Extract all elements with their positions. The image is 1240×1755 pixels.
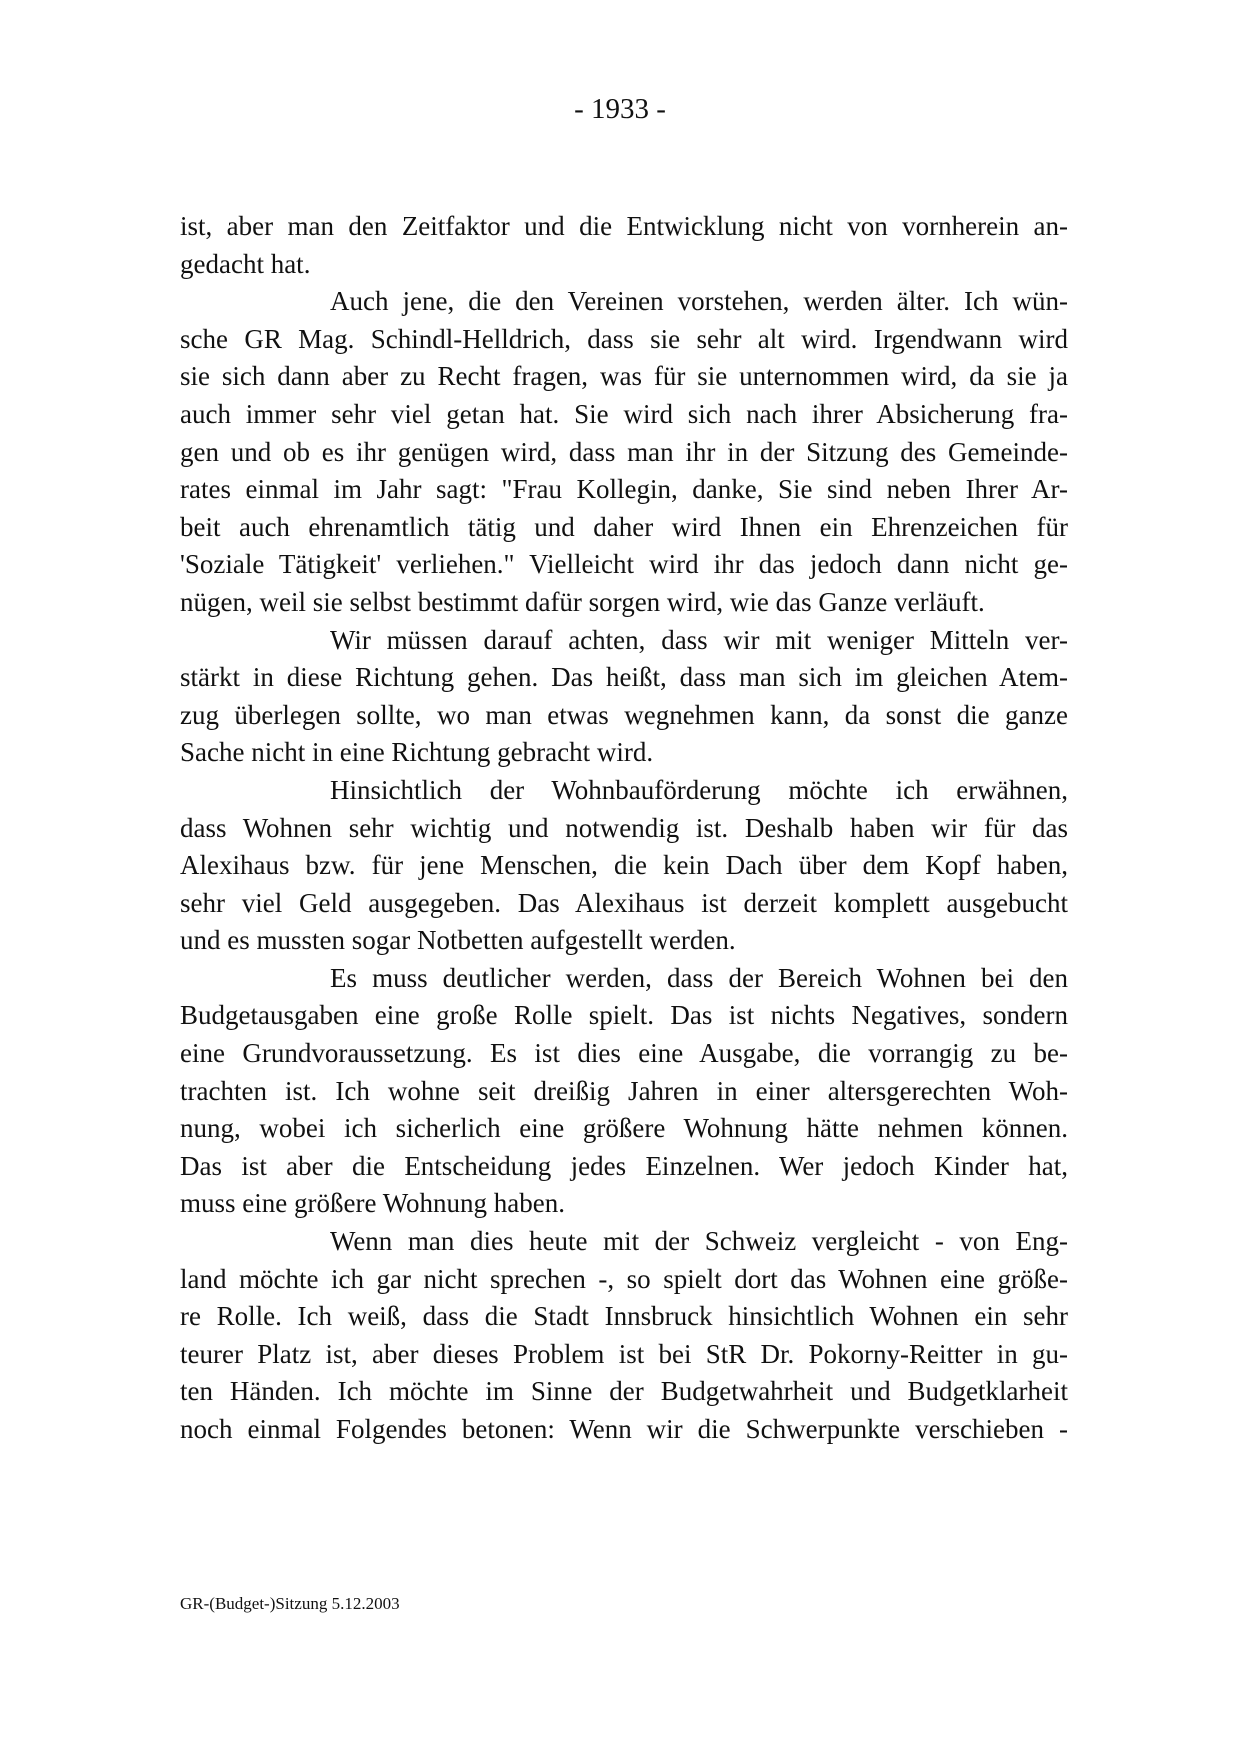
text-line: Das ist aber die Entscheidung jedes Einzelnen. Wer jedoch Kinder hat, — [180, 1150, 1068, 1181]
text-line: sie sich dann aber zu Recht fragen, was für sie unternommen wird, da sie ja — [180, 361, 1068, 392]
text-line: eine Grundvoraussetzung. Es ist dies eine Ausgabe, die vorrangig zu be- — [180, 1038, 1068, 1069]
text-line: Wenn man dies heute mit der Schweiz vergleicht - von Eng- — [330, 1226, 1068, 1257]
text-line: gen und ob es ihr genügen wird, dass man ihr in der Sitzung des Gemeinde- — [180, 436, 1068, 467]
text-line: Alexihaus bzw. für jene Menschen, die kein Dach über dem Kopf haben, — [180, 850, 1068, 881]
text-line: nung, wobei ich sicherlich eine größere Wohnung hätte nehmen können. — [180, 1113, 1068, 1144]
text-line: Hinsichtlich der Wohnbauförderung möchte ich erwähnen, — [330, 774, 1068, 805]
text-line: Budgetausgaben eine große Rolle spielt. Das ist nichts Negatives, sondern — [180, 1000, 1068, 1031]
text-line: muss eine größere Wohnung haben. — [180, 1188, 565, 1219]
page-number: - 1933 - — [574, 93, 666, 125]
text-line: ten Händen. Ich möchte im Sinne der Budgetwahrheit und Budgetklarheit — [180, 1376, 1068, 1407]
text-line: sehr viel Geld ausgegeben. Das Alexihaus ist derzeit komplett ausgebucht — [180, 887, 1068, 918]
text-line: Sache nicht in eine Richtung gebracht wird. — [180, 737, 654, 768]
text-line: trachten ist. Ich wohne seit dreißig Jahren in einer altersgerechten Woh- — [180, 1075, 1068, 1106]
text-line: stärkt in diese Richtung gehen. Das heißt, dass man sich im gleichen Atem- — [180, 662, 1068, 693]
text-line: land möchte ich gar nicht sprechen -, so spielt dort das Wohnen eine größe- — [180, 1263, 1068, 1294]
text-line: und es mussten sogar Notbetten aufgestellt werden. — [180, 925, 736, 956]
text-line: ist, aber man den Zeitfaktor und die Entwicklung nicht von vornherein an- — [180, 211, 1068, 241]
text-line: Es muss deutlicher werden, dass der Bereich Wohnen bei den — [330, 962, 1068, 993]
text-line: re Rolle. Ich weiß, dass die Stadt Innsbruck hinsichtlich Wohnen ein sehr — [180, 1301, 1068, 1332]
text-line: beit auch ehrenamtlich tätig und daher wird Ihnen ein Ehrenzeichen für — [180, 511, 1068, 542]
text-line: gedacht hat. — [180, 248, 311, 279]
text-line: rates einmal im Jahr sagt: "Frau Kollegin, danke, Sie sind neben Ihrer Ar- — [180, 474, 1068, 505]
text-line: Auch jene, die den Vereinen vorstehen, werden älter. Ich wün- — [330, 286, 1068, 317]
text-line: sche GR Mag. Schindl-Helldrich, dass sie sehr alt wird. Irgendwann wird — [180, 323, 1068, 354]
text-line: Wir müssen darauf achten, dass wir mit weniger Mitteln ver- — [330, 624, 1068, 655]
text-line: dass Wohnen sehr wichtig und notwendig ist. Deshalb haben wir für das — [180, 812, 1068, 843]
text-line: zug überlegen sollte, wo man etwas wegnehmen kann, da sonst die ganze — [180, 699, 1068, 730]
text-line: auch immer sehr viel getan hat. Sie wird sich nach ihrer Absicherung fra- — [180, 398, 1068, 429]
text-line: teurer Platz ist, aber dieses Problem ist bei StR Dr. Pokorny-Reitter in gu- — [180, 1338, 1068, 1369]
text-line: noch einmal Folgendes betonen: Wenn wir die Schwerpunkte verschieben - — [180, 1414, 1068, 1444]
footer-session-label: GR-(Budget-)Sitzung 5.12.2003 — [180, 1594, 400, 1613]
text-line: 'Soziale Tätigkeit' verliehen." Vielleicht wird ihr das jedoch dann nicht ge- — [180, 549, 1068, 580]
body-text — [180, 208, 1068, 1449]
text-line: nügen, weil sie selbst bestimmt dafür sorgen wird, wie das Ganze verläuft. — [180, 586, 985, 617]
